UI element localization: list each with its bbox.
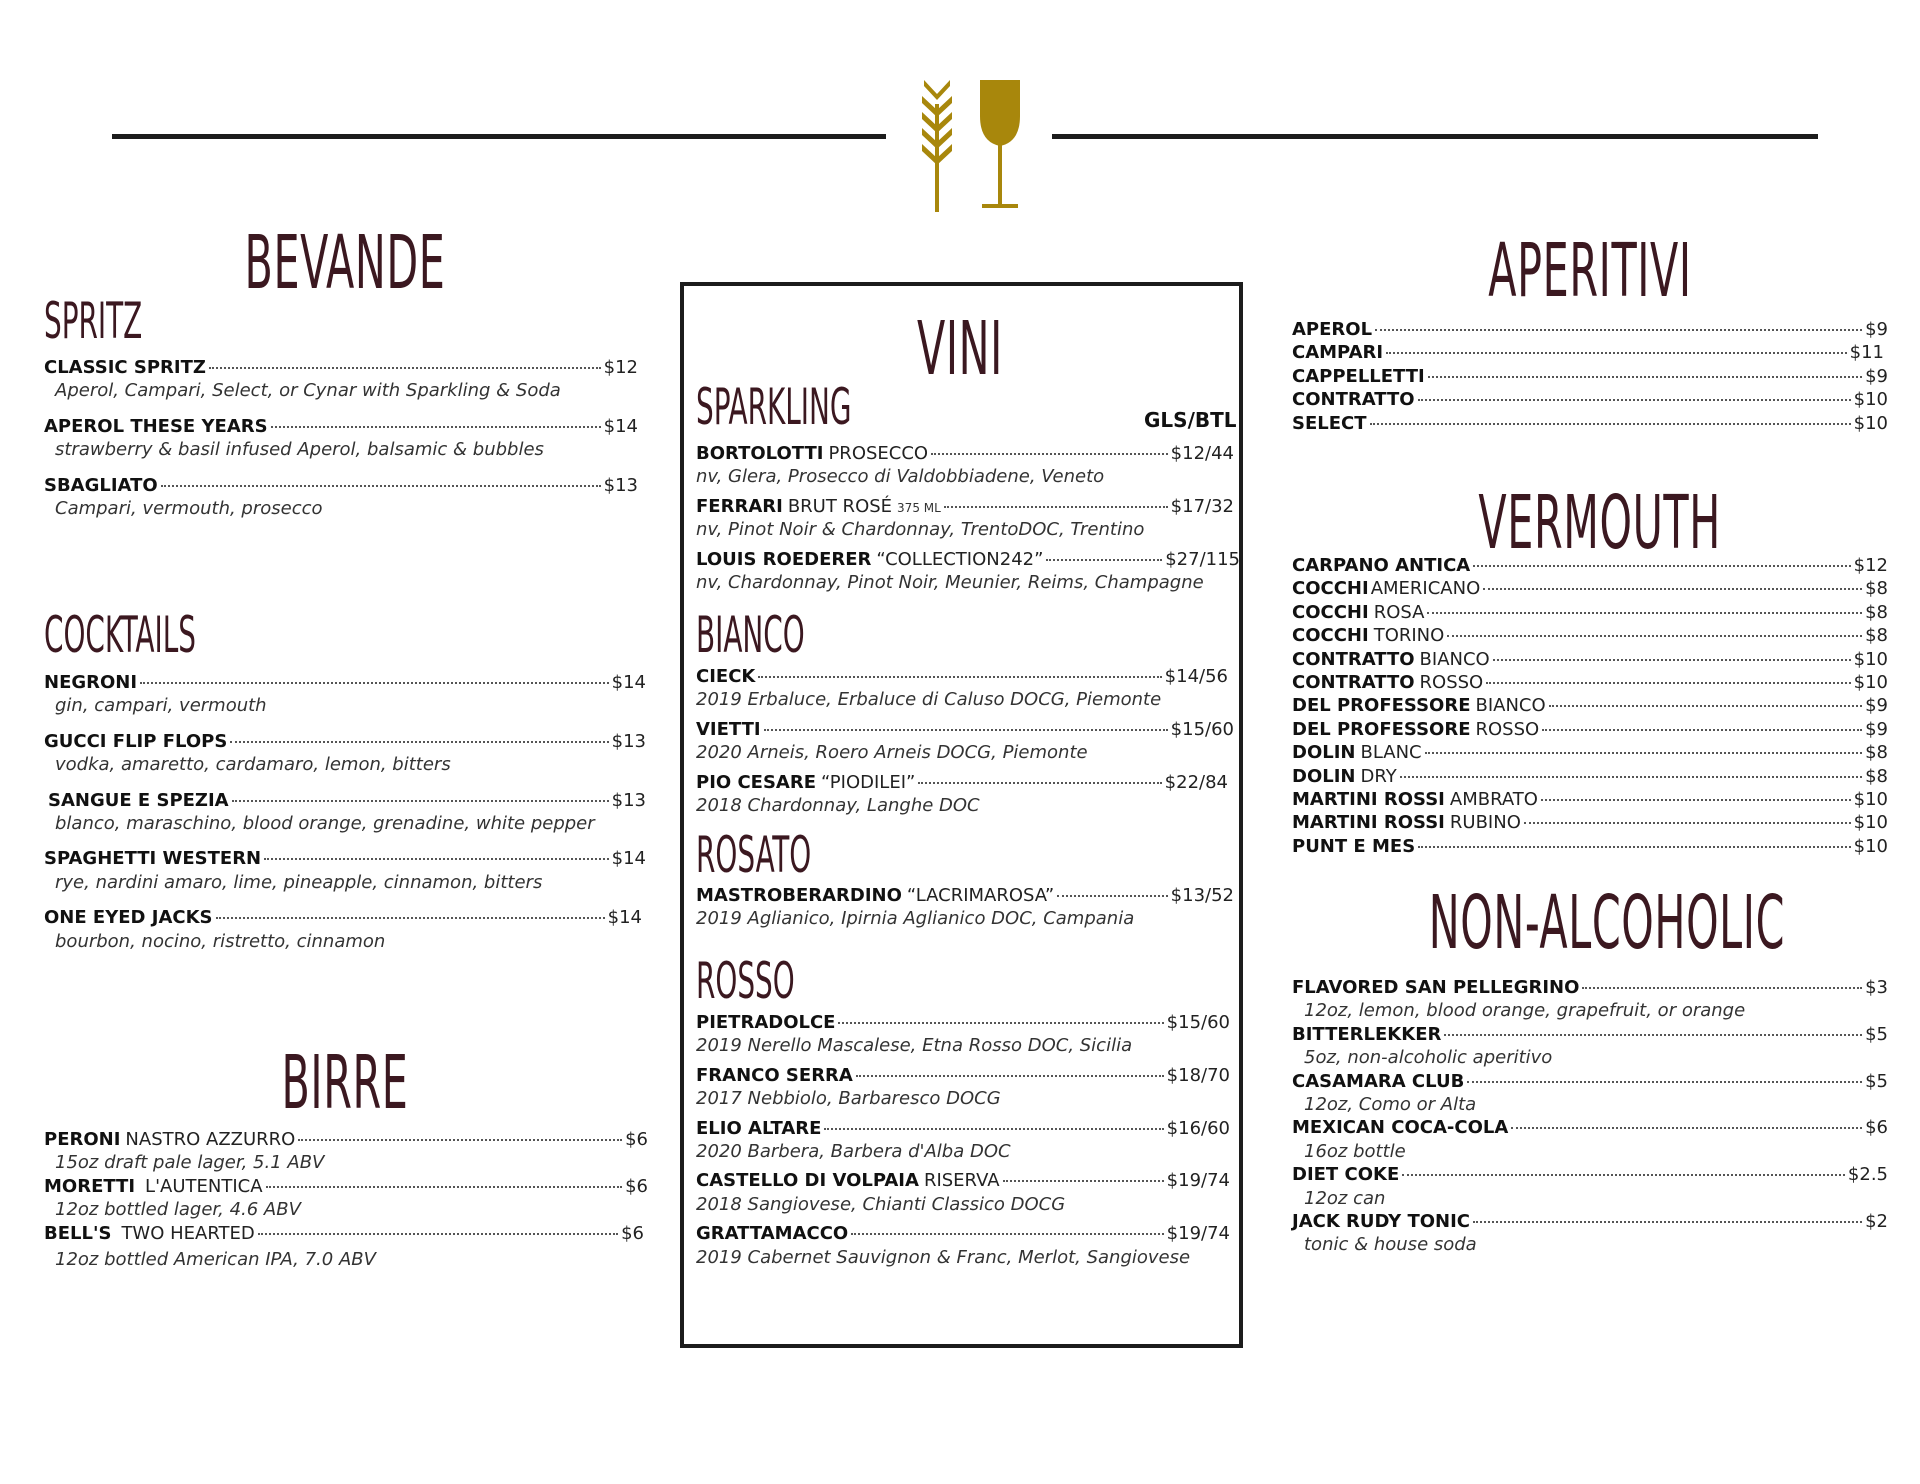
leader-dots: [1375, 329, 1862, 331]
item-description: 2017 Nebbiolo, Barbaresco DOCG: [696, 1088, 1001, 1110]
item-description: 2018 Chardonnay, Langhe DOC: [696, 794, 980, 816]
leader-dots: [764, 729, 1168, 731]
leader-dots: [161, 485, 601, 487]
item-size: 375 ML: [897, 500, 941, 515]
leader-dots: [1541, 799, 1851, 801]
item-price: $12/44: [1170, 443, 1234, 464]
item-price: $27/115: [1165, 548, 1240, 570]
leader-dots: [1486, 682, 1850, 684]
item-name: DEL PROFESSORE: [1292, 695, 1471, 717]
item-price: $14: [607, 907, 642, 929]
list-item: [44, 730, 646, 777]
leader-dots: [1370, 423, 1851, 425]
item-price: $3: [1865, 977, 1888, 998]
item-price: $2: [1865, 1210, 1888, 1232]
leader-dots: [1425, 752, 1862, 754]
list-item: [696, 771, 1228, 818]
item-name: DOLIN: [1292, 742, 1356, 764]
item-price: $8: [1865, 578, 1888, 600]
item-name: NEGRONI: [44, 672, 138, 693]
list-item: [1292, 976, 1888, 1023]
list-item: [44, 1175, 648, 1222]
item-name: GRATTAMACCO: [696, 1223, 849, 1245]
aperitivi-list: [1292, 318, 1888, 435]
leader-dots: [209, 367, 601, 369]
rosso-heading: ROSSO: [696, 952, 795, 1010]
sparkling-list: [696, 442, 1240, 594]
item-subname: AMERICANO: [1370, 578, 1481, 600]
leader-dots: [1418, 846, 1850, 848]
item-price: $10: [1853, 648, 1888, 670]
item-price: $10: [1853, 788, 1888, 810]
list-item: [44, 847, 646, 894]
list-item: [44, 906, 642, 953]
item-subname: AMBRATO: [1449, 788, 1538, 810]
list-item: [1292, 554, 1888, 577]
list-item: [1292, 1163, 1888, 1210]
list-item: [44, 474, 638, 521]
leader-dots: [1057, 895, 1167, 897]
item-price: $13: [603, 474, 638, 496]
item-subname: “PIODILEI”: [821, 771, 916, 793]
item-price: $15/60: [1166, 1012, 1230, 1033]
item-price: $12: [603, 357, 638, 378]
leader-dots: [758, 676, 1161, 678]
item-price: $6: [625, 1175, 648, 1197]
item-name: CASAMARA CLUB: [1292, 1070, 1465, 1092]
item-name: PERONI: [44, 1129, 121, 1150]
list-item: [1292, 577, 1888, 600]
item-description: 2019 Nerello Mascalese, Etna Rosso DOC, Sicilia: [696, 1035, 1133, 1057]
item-description: 12oz bottled American IPA, 7.0 ABV: [55, 1248, 376, 1270]
item-description: nv, Chardonnay, Pinot Noir, Meunier, Reims, Champagne: [696, 571, 1204, 593]
item-description: bourbon, nocino, ristretto, cinnamon: [55, 930, 386, 952]
item-subname: BLANC: [1360, 742, 1422, 764]
list-item: [696, 1222, 1230, 1269]
leader-dots: [1542, 729, 1862, 731]
leader-dots: [1524, 822, 1851, 824]
wheat-icon: [922, 80, 952, 212]
item-name: COCCHI: [1292, 578, 1369, 600]
list-item: [1292, 1210, 1888, 1257]
item-name: BORTOLOTTI: [696, 443, 824, 464]
item-name: APEROL THESE YEARS: [44, 415, 268, 437]
item-subname: RUBINO: [1449, 812, 1521, 834]
item-name: FRANCO SERRA: [696, 1064, 853, 1086]
leader-dots: [1400, 776, 1862, 778]
item-name: PUNT E MES: [1292, 835, 1416, 857]
leader-dots: [1418, 399, 1851, 401]
item-price: $13: [611, 789, 646, 811]
item-price: $9: [1865, 365, 1888, 387]
item-name: CAMPARI: [1292, 342, 1384, 364]
list-item: [696, 1117, 1230, 1164]
item-price: $11: [1849, 342, 1884, 364]
item-price: $13: [611, 730, 646, 752]
item-description: vodka, amaretto, cardamaro, lemon, bitters: [55, 754, 451, 776]
spritz-heading: SPRITZ: [44, 292, 143, 350]
list-item: [1292, 741, 1888, 764]
item-subname: TORINO: [1373, 625, 1445, 647]
leader-dots: [258, 1233, 618, 1235]
leader-dots: [918, 782, 1161, 784]
item-name: DEL PROFESSORE: [1292, 718, 1471, 740]
item-subname: DRY: [1360, 765, 1397, 787]
item-name: CARPANO ANTICA: [1292, 555, 1471, 576]
item-description: 16oz bottle: [1304, 1140, 1406, 1162]
item-name: CONTRATTO: [1292, 648, 1415, 670]
bianco-list: [696, 665, 1234, 817]
item-name: SANGUE E SPEZIA: [48, 789, 229, 811]
leader-dots: [1582, 987, 1862, 989]
list-item: [1292, 601, 1888, 624]
list-item: [44, 1128, 648, 1175]
item-description: gin, campari, vermouth: [55, 695, 267, 717]
leader-dots: [856, 1075, 1164, 1077]
item-name: CAPPELLETTI: [1292, 365, 1425, 387]
item-name: CLASSIC SPRITZ: [44, 357, 206, 378]
item-description: Aperol, Campari, Select, or Cynar with Sparkling & Soda: [55, 380, 561, 402]
list-item: [1292, 624, 1888, 647]
item-price: $18/70: [1166, 1064, 1230, 1086]
cocktails-heading: COCKTAILS: [44, 606, 196, 664]
list-item: [696, 1064, 1230, 1111]
item-description: 2019 Cabernet Sauvignon & Franc, Merlot, Sangiovese: [696, 1246, 1191, 1268]
item-subname: BIANCO: [1419, 648, 1490, 670]
list-item: [696, 495, 1234, 542]
item-price: $14: [603, 415, 638, 437]
item-price: $22/84: [1164, 771, 1228, 793]
item-subname: ROSSO: [1419, 671, 1484, 693]
item-name: COCCHI: [1292, 625, 1369, 647]
item-name: CASTELLO DI VOLPAIA: [696, 1170, 919, 1192]
item-name: DOLIN: [1292, 765, 1356, 787]
item-description: 12oz, Como or Alta: [1304, 1093, 1477, 1115]
item-subname: PROSECCO: [828, 443, 929, 464]
leader-dots: [851, 1233, 1163, 1235]
item-name: SBAGLIATO: [44, 474, 158, 496]
vermouth-list: [1292, 554, 1888, 858]
list-item: [1292, 811, 1888, 834]
item-subname: “COLLECTION242”: [876, 548, 1044, 570]
leader-dots: [298, 1139, 622, 1141]
item-subname: TWO HEARTED: [121, 1222, 255, 1244]
item-description: 2020 Barbera, Barbera d'Alba DOC: [696, 1140, 1011, 1162]
item-price: $17/32: [1170, 495, 1234, 517]
leader-dots: [271, 426, 601, 428]
item-subname: NASTRO AZZURRO: [125, 1129, 296, 1150]
item-price: $9: [1865, 319, 1888, 340]
item-description: nv, Pinot Noir & Chardonnay, TrentoDOC, Trentino: [696, 519, 1145, 541]
item-price: $6: [621, 1222, 644, 1244]
aperitivi-heading: APERITIVI: [1488, 228, 1692, 314]
rosato-list: [696, 884, 1234, 931]
item-subname: ROSA: [1373, 601, 1425, 623]
item-price: $14: [611, 672, 646, 693]
item-price: $14: [611, 848, 646, 870]
leader-dots: [264, 858, 609, 860]
item-name: JACK RUDY TONIC: [1292, 1210, 1471, 1232]
item-description: 15oz draft pale lager, 5.1 ABV: [55, 1152, 325, 1174]
item-name: MEXICAN COCA-COLA: [1292, 1117, 1509, 1139]
item-subname: BRUT ROSÉ: [787, 495, 893, 517]
list-item: [44, 789, 646, 836]
list-item: [696, 442, 1234, 489]
leader-dots: [1447, 635, 1862, 637]
item-name: GUCCI FLIP FLOPS: [44, 730, 228, 752]
list-item: [1292, 365, 1888, 388]
leader-dots: [140, 682, 609, 684]
item-price: $8: [1865, 765, 1888, 787]
item-price: $19/74: [1166, 1223, 1230, 1245]
leader-dots: [216, 917, 605, 919]
item-description: 12oz can: [1304, 1187, 1386, 1209]
item-price: $10: [1853, 671, 1888, 693]
item-name: MARTINI ROSSI: [1292, 788, 1445, 810]
list-item: [44, 415, 638, 462]
item-name: APEROL: [1292, 319, 1373, 340]
leader-dots: [1402, 1174, 1845, 1176]
item-name: BITTERLEKKER: [1292, 1023, 1442, 1045]
list-item: [1292, 1116, 1888, 1163]
leader-dots: [824, 1128, 1163, 1130]
list-item: [696, 665, 1228, 712]
leader-dots: [230, 741, 608, 743]
leader-dots: [1473, 1221, 1862, 1223]
item-name: LOUIS ROEDERER: [696, 548, 872, 570]
leader-dots: [944, 506, 1168, 508]
item-subname: “LACRIMAROSA”: [906, 885, 1055, 906]
vini-heading: VINI: [917, 306, 1003, 392]
list-item: [1292, 718, 1888, 741]
wine-glass-icon: [980, 80, 1020, 208]
item-name: MASTROBERARDINO: [696, 885, 902, 906]
item-subname: L'AUTENTICA: [145, 1175, 263, 1197]
item-description: 12oz, lemon, blood orange, grapefruit, or orange: [1304, 1000, 1746, 1022]
list-item: [1292, 648, 1888, 671]
item-name: SELECT: [1292, 412, 1367, 434]
item-name: MORETTI: [44, 1175, 136, 1197]
list-item: [1292, 1023, 1888, 1070]
list-item: [1292, 765, 1888, 788]
item-price: $6: [625, 1129, 648, 1150]
item-name: PIO CESARE: [696, 771, 817, 793]
item-description: 2019 Aglianico, Ipirnia Aglianico DOC, Campania: [696, 908, 1135, 930]
leader-dots: [931, 453, 1168, 455]
item-description: blanco, maraschino, blood orange, grenadine, white pepper: [55, 812, 595, 834]
leader-dots: [1549, 705, 1862, 707]
item-price: $6: [1865, 1117, 1888, 1139]
item-description: 2019 Erbaluce, Erbaluce di Caluso DOCG, Piemonte: [696, 689, 1162, 711]
item-price: $5: [1865, 1023, 1888, 1045]
item-name: ONE EYED JACKS: [44, 907, 213, 929]
list-item: [696, 884, 1234, 931]
list-item: [696, 1169, 1230, 1216]
item-price: $16/60: [1166, 1117, 1230, 1139]
item-description: tonic & house soda: [1304, 1234, 1477, 1256]
leader-dots: [1046, 559, 1162, 561]
list-item: [696, 1011, 1230, 1058]
list-item: [44, 1222, 644, 1272]
list-item: [1292, 788, 1888, 811]
item-price: $13/52: [1170, 885, 1234, 906]
gls-btl-label: GLS/BTL: [1144, 408, 1237, 432]
list-item: [696, 548, 1240, 595]
item-price: $8: [1865, 742, 1888, 764]
vermouth-heading: VERMOUTH: [1478, 480, 1721, 566]
list-item: [1292, 318, 1888, 341]
item-price: $9: [1865, 718, 1888, 740]
list-item: [1292, 341, 1884, 364]
spritz-list: [44, 356, 638, 520]
item-price: $10: [1853, 835, 1888, 857]
list-item: [1292, 1070, 1888, 1117]
header-rule-left: [112, 134, 886, 139]
leader-dots: [1483, 588, 1862, 590]
item-price: $10: [1853, 812, 1888, 834]
list-item: [44, 356, 638, 403]
birre-heading: BIRRE: [281, 1040, 409, 1126]
item-price: $12: [1853, 555, 1888, 576]
list-item: [1292, 671, 1888, 694]
item-description: 2018 Sangiovese, Chianti Classico DOCG: [696, 1193, 1066, 1215]
leader-dots: [1386, 352, 1847, 354]
item-name: DIET COKE: [1292, 1164, 1400, 1186]
item-price: $19/74: [1166, 1170, 1230, 1192]
item-price: $8: [1865, 601, 1888, 623]
list-item: [1292, 835, 1888, 858]
leader-dots: [1511, 1127, 1862, 1129]
item-subname: RISERVA: [923, 1170, 1000, 1192]
rosso-list: [696, 1011, 1232, 1269]
item-description: Campari, vermouth, prosecco: [55, 497, 323, 519]
item-price: $15/60: [1170, 718, 1234, 740]
leader-dots: [838, 1022, 1163, 1024]
leader-dots: [1427, 612, 1862, 614]
item-price: $9: [1865, 695, 1888, 717]
cocktails-list: [44, 671, 646, 953]
item-description: 2020 Arneis, Roero Arneis DOCG, Piemonte: [696, 742, 1088, 764]
item-price: $2.5: [1847, 1164, 1888, 1186]
item-description: rye, nardini amaro, lime, pineapple, cinnamon, bitters: [55, 871, 543, 893]
item-price: $10: [1853, 389, 1888, 411]
leader-dots: [1003, 1180, 1164, 1182]
leader-dots: [1467, 1081, 1862, 1083]
list-item: [44, 671, 646, 718]
birre-list: [44, 1128, 648, 1271]
non-alcoholic-list: [1292, 976, 1888, 1257]
item-name: CONTRATTO: [1292, 389, 1415, 411]
header-rule-right: [1052, 134, 1818, 139]
leader-dots: [1444, 1034, 1862, 1036]
sparkling-heading: SPARKLING: [696, 378, 852, 436]
rosato-heading: ROSATO: [696, 826, 812, 884]
list-item: [1292, 694, 1888, 717]
item-name: COCCHI: [1292, 601, 1369, 623]
item-price: $14/56: [1164, 666, 1228, 687]
bevande-heading: BEVANDE: [244, 220, 446, 306]
logo: [908, 76, 1028, 216]
item-name: PIETRADOLCE: [696, 1012, 836, 1033]
leader-dots: [1493, 659, 1851, 661]
list-item: [1292, 412, 1888, 435]
item-name: CONTRATTO: [1292, 671, 1415, 693]
item-name: MARTINI ROSSI: [1292, 812, 1445, 834]
leader-dots: [232, 800, 609, 802]
list-item: [1292, 388, 1888, 411]
item-price: $8: [1865, 625, 1888, 647]
list-item: [696, 718, 1234, 765]
item-description: 12oz bottled lager, 4.6 ABV: [55, 1199, 301, 1221]
leader-dots: [266, 1186, 623, 1188]
item-name: ELIO ALTARE: [696, 1117, 822, 1139]
bianco-heading: BIANCO: [696, 606, 805, 664]
item-name: FERRARI: [696, 495, 783, 517]
item-subname: ROSSO: [1475, 718, 1540, 740]
leader-dots: [1473, 565, 1850, 567]
item-name: FLAVORED SAN PELLEGRINO: [1292, 977, 1580, 998]
non-alcoholic-heading: NON-ALCOHOLIC: [1428, 880, 1786, 966]
leader-dots: [1428, 376, 1862, 378]
item-name: BELL'S: [44, 1222, 112, 1244]
item-name: VIETTI: [696, 718, 761, 740]
item-subname: BIANCO: [1475, 695, 1546, 717]
item-description: nv, Glera, Prosecco di Valdobbiadene, Veneto: [696, 466, 1105, 488]
item-name: CIECK: [696, 666, 756, 687]
item-price: $5: [1865, 1070, 1888, 1092]
item-name: SPAGHETTI WESTERN: [44, 848, 262, 870]
item-description: 5oz, non-alcoholic aperitivo: [1304, 1047, 1553, 1069]
item-price: $10: [1853, 412, 1888, 434]
item-description: strawberry & basil infused Aperol, balsamic & bubbles: [55, 439, 544, 461]
